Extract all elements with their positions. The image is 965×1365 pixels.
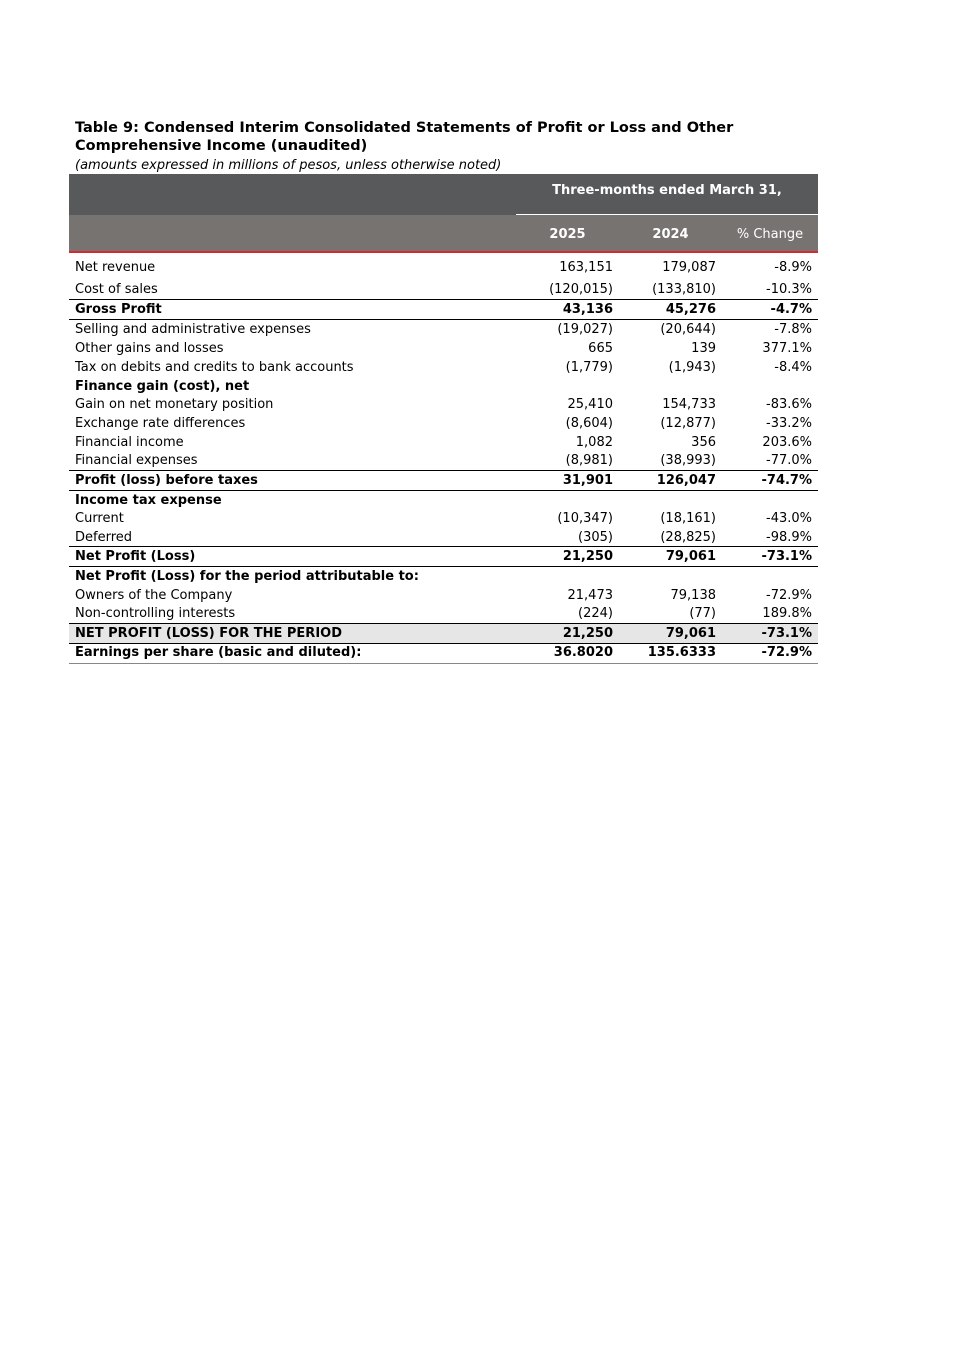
value-2025: 1,082	[575, 435, 613, 450]
value-2024: (133,810)	[652, 282, 716, 297]
table-row	[69, 358, 818, 377]
row-label: Deferred	[75, 530, 133, 545]
row-label: Income tax expense	[75, 493, 222, 508]
value-2024: 79,061	[665, 549, 716, 564]
table-row	[69, 433, 818, 452]
value-change: 377.1%	[762, 341, 812, 356]
value-change: -8.9%	[774, 260, 812, 275]
table-section-heading	[69, 491, 818, 510]
table-row	[69, 395, 818, 414]
table-section-heading	[69, 377, 818, 396]
value-2025: 21,250	[562, 626, 613, 641]
row-label: Net revenue	[75, 260, 156, 275]
row-label: Gain on net monetary position	[75, 397, 274, 412]
value-change: -72.9%	[766, 588, 812, 603]
row-label: Financial income	[75, 435, 184, 450]
value-2024: 135.6333	[647, 645, 716, 660]
value-change: -10.3%	[766, 282, 812, 297]
table-row	[69, 451, 818, 470]
value-2024: (12,877)	[660, 416, 716, 431]
row-label: Selling and administrative expenses	[75, 322, 311, 337]
table-header-columns	[69, 215, 818, 253]
row-label: Tax on debits and credits to bank accounts	[75, 360, 354, 375]
table-row	[69, 586, 818, 605]
value-2024: 79,061	[665, 626, 716, 641]
table-row-subtotal	[69, 470, 818, 491]
table-row-subtotal	[69, 299, 818, 320]
value-2025: (8,981)	[565, 453, 613, 468]
table-row-eps	[69, 643, 818, 664]
value-change: -8.4%	[774, 360, 812, 375]
value-2025: 25,410	[567, 397, 613, 412]
row-label: Earnings per share (basic and diluted):	[75, 645, 362, 660]
value-2025: (19,027)	[557, 322, 613, 337]
row-label: Owners of the Company	[75, 588, 233, 603]
table-title: Table 9: Condensed Interim Consolidated Statements of Profit or Loss and Other Comprehensive Income (unaudited)	[75, 120, 734, 154]
value-change: -73.1%	[761, 626, 812, 641]
value-change: 203.6%	[762, 435, 812, 450]
value-2024: (18,161)	[660, 511, 716, 526]
column-header-2025: 2025	[549, 227, 586, 242]
value-2025: 36.8020	[553, 645, 613, 660]
row-label: Cost of sales	[75, 282, 158, 297]
value-2024: 139	[691, 341, 716, 356]
row-label: Profit (loss) before taxes	[75, 473, 258, 488]
table-subtitle: (amounts expressed in millions of pesos, unless otherwise noted)	[75, 158, 502, 173]
value-change: -43.0%	[766, 511, 812, 526]
value-2024: 79,138	[670, 588, 716, 603]
table-row	[69, 320, 818, 339]
value-change: -77.0%	[766, 453, 812, 468]
period-header: Three-months ended March 31,	[552, 183, 782, 198]
value-change: -98.9%	[766, 530, 812, 545]
value-2025: (120,015)	[549, 282, 613, 297]
row-label: Exchange rate differences	[75, 416, 246, 431]
table-row	[69, 280, 818, 300]
row-label: NET PROFIT (LOSS) FOR THE PERIOD	[75, 626, 342, 641]
row-label: Other gains and losses	[75, 341, 224, 356]
table-row	[69, 509, 818, 528]
value-change: 189.8%	[762, 606, 812, 621]
row-label: Net Profit (Loss)	[75, 549, 196, 564]
value-change: -7.8%	[774, 322, 812, 337]
value-2024: 45,276	[665, 302, 716, 317]
table-row	[69, 528, 818, 547]
value-2024: 126,047	[656, 473, 716, 488]
value-change: -73.1%	[761, 549, 812, 564]
value-2025: 21,473	[567, 588, 613, 603]
value-2025: 21,250	[562, 549, 613, 564]
table-row	[69, 258, 818, 277]
value-2025: 31,901	[562, 473, 613, 488]
value-2025: (224)	[578, 606, 613, 621]
value-2025: 665	[588, 341, 613, 356]
row-label: Current	[75, 511, 124, 526]
value-2024: (38,993)	[660, 453, 716, 468]
value-2025: (8,604)	[565, 416, 613, 431]
value-change: -72.9%	[761, 645, 812, 660]
table-header-period-band	[69, 174, 818, 215]
value-2024: 356	[691, 435, 716, 450]
value-2025: 43,136	[562, 302, 613, 317]
value-2024: (1,943)	[668, 360, 716, 375]
table-row	[69, 339, 818, 358]
table-row-total	[69, 623, 818, 644]
value-change: -74.7%	[761, 473, 812, 488]
value-2025: (305)	[578, 530, 613, 545]
value-2025: (10,347)	[557, 511, 613, 526]
row-label: Finance gain (cost), net	[75, 379, 250, 394]
value-change: -4.7%	[770, 302, 812, 317]
value-2024: (77)	[689, 606, 716, 621]
value-2025: 163,151	[559, 260, 613, 275]
row-label: Gross Profit	[75, 302, 162, 317]
table-section-heading	[69, 567, 818, 586]
table-row	[69, 604, 818, 623]
table-row	[69, 414, 818, 433]
column-header-change: % Change	[736, 227, 804, 242]
row-label: Non-controlling interests	[75, 606, 236, 621]
value-2025: (1,779)	[565, 360, 613, 375]
value-2024: 179,087	[662, 260, 716, 275]
value-change: -33.2%	[766, 416, 812, 431]
row-label: Net Profit (Loss) for the period attributable to:	[75, 569, 419, 584]
value-2024: (28,825)	[660, 530, 716, 545]
value-change: -83.6%	[766, 397, 812, 412]
value-2024: 154,733	[662, 397, 716, 412]
income-statement-table	[69, 174, 818, 660]
value-2024: (20,644)	[660, 322, 716, 337]
table-row-subtotal	[69, 546, 818, 567]
column-header-2024: 2024	[652, 227, 689, 242]
row-label: Financial expenses	[75, 453, 198, 468]
